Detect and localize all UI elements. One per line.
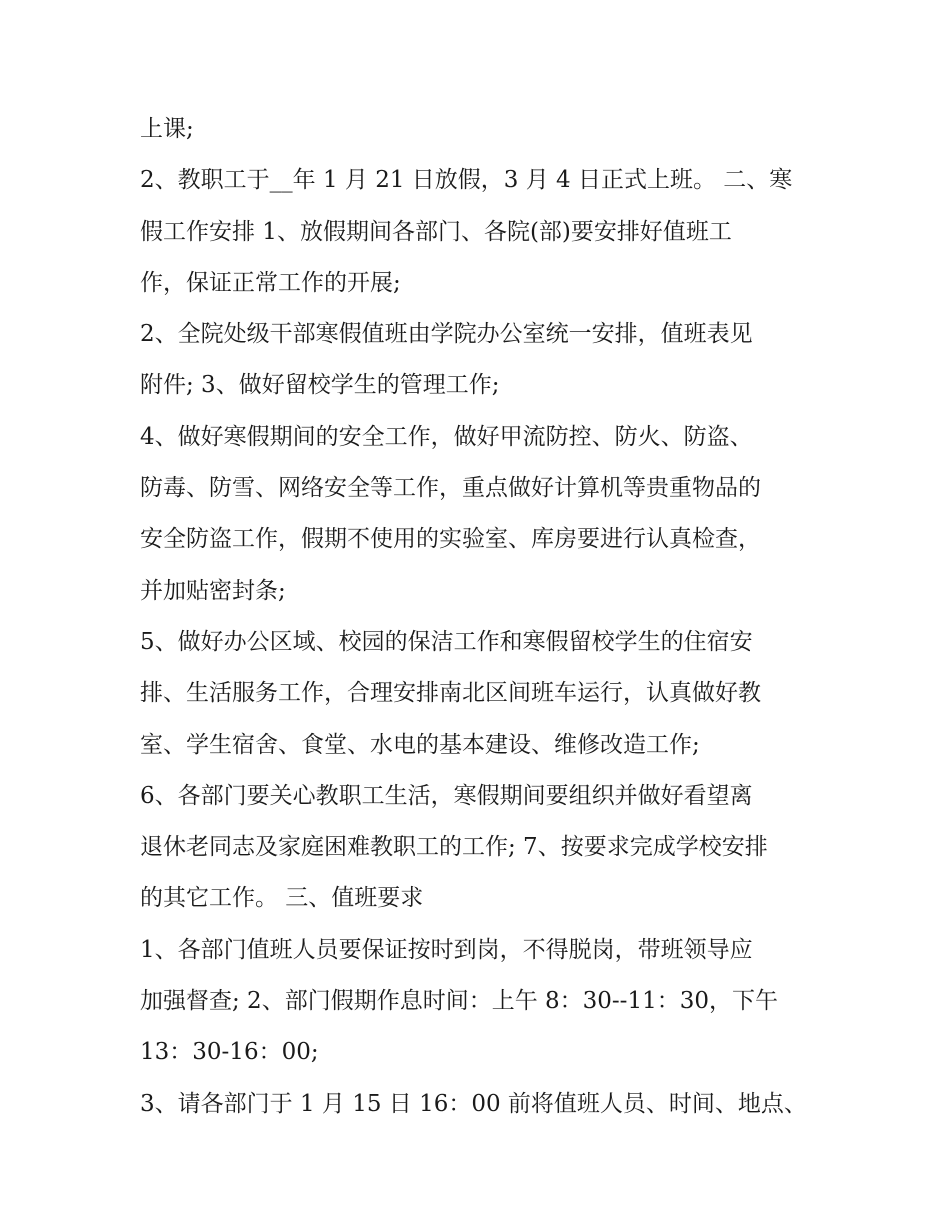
text-line: 13：30-16：00; [140, 1039, 319, 1066]
text-line: 上课; [140, 116, 194, 142]
text-line: 假工作安排 1、放假期间各部门、各院(部)要安排好值班工 [140, 218, 732, 245]
text-line: 5、做好办公区域、校园的保洁工作和寒假留校学生的住宿安 [140, 628, 753, 655]
text-line: 6、各部门要关心教职工生活，寒假期间要组织并做好看望离 [140, 782, 753, 809]
text-line: 防毒、防雪、网络安全等工作，重点做好计算机等贵重物品的 [140, 475, 761, 502]
text-line: 退休老同志及家庭困难教职工的工作; 7、按要求完成学校安排 [140, 834, 768, 861]
text-line: 的其它工作。 三、值班要求 [140, 885, 424, 912]
text-line: 作，保证正常工作的开展; [140, 269, 401, 296]
text-line: 加强督查; 2、部门假期作息时间：上午 8：30--11：30，下午 [140, 988, 778, 1015]
document-body [140, 104, 820, 1130]
text-line: 室、学生宿舍、食堂、水电的基本建设、维修改造工作; [140, 731, 700, 758]
text-line: 附件; 3、做好留校学生的管理工作; [140, 372, 500, 399]
text-line: 排、生活服务工作，合理安排南北区间班车运行，认真做好教 [140, 680, 761, 707]
text-line: 4、做好寒假期间的安全工作，做好甲流防控、防火、防盗、 [140, 423, 753, 450]
text-line: 安全防盗工作，假期不使用的实验室、库房要进行认真检查， [140, 526, 761, 553]
text-line: 1、各部门值班人员要保证按时到岗，不得脱岗，带班领导应 [140, 936, 753, 963]
text-line: 2、教职工于__年 1 月 21 日放假，3 月 4 日正式上班。 二、寒 [140, 167, 793, 194]
text-line: 3、请各部门于 1 月 15 日 16：00 前将值班人员、时间、地点、 [140, 1090, 807, 1117]
text-line: 2、全院处级干部寒假值班由学院办公室统一安排，值班表见 [140, 321, 753, 348]
text-line: 并加贴密封条; [140, 577, 286, 604]
